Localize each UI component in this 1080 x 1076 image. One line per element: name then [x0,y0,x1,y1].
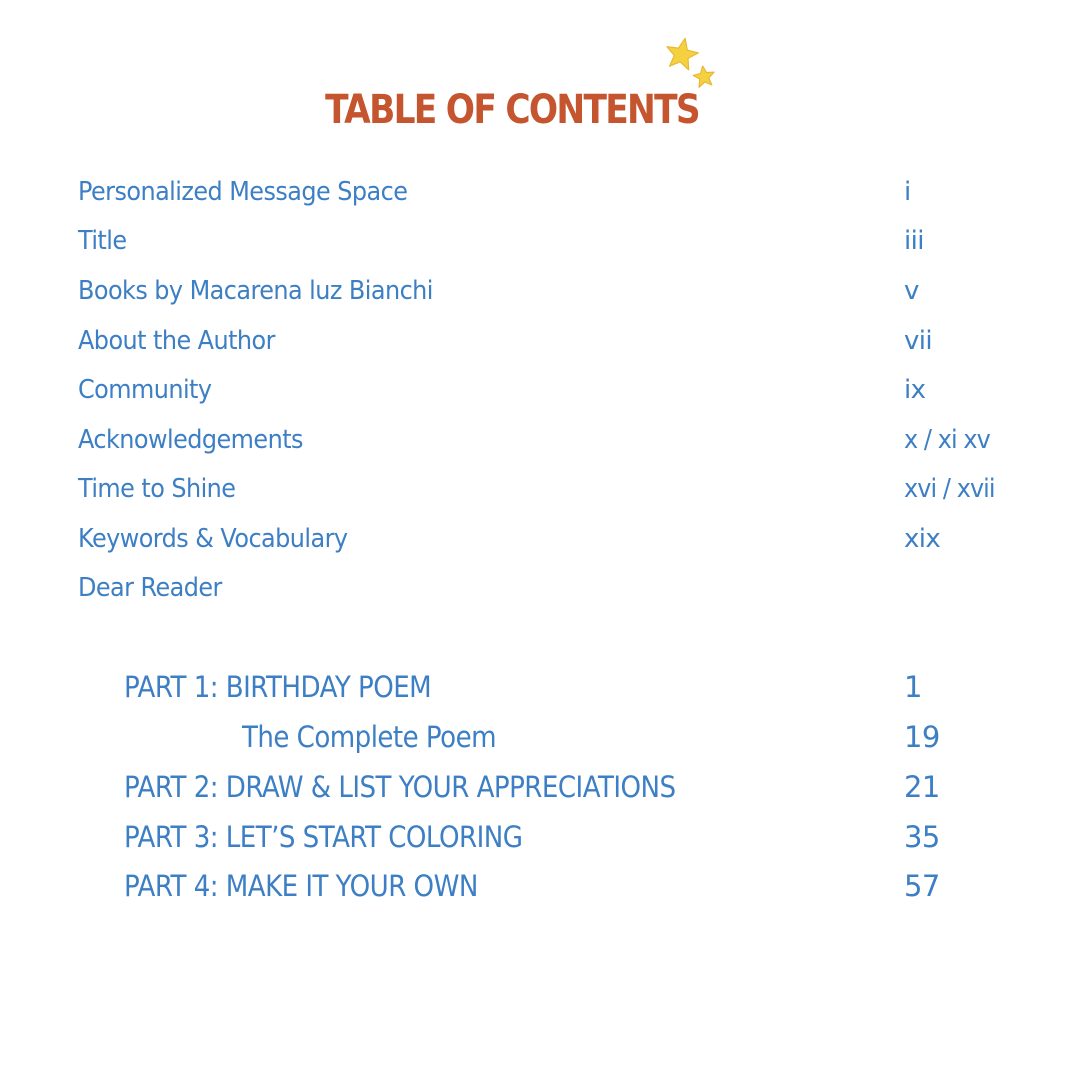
stars-decoration [660,36,722,96]
toc-entry-label: Personalized Message Space [78,177,408,207]
star-icon [663,36,701,71]
toc-entry-label: Keywords & Vocabulary [78,524,348,554]
toc-entry-label: Time to Shine [78,474,236,504]
toc-entry[interactable] [78,324,275,358]
toc-entry-label: Books by Macarena luz Bianchi [78,276,433,306]
toc-entry-label: Acknowledgements [78,425,303,455]
toc-part-entry[interactable] [124,867,478,905]
toc-page-number: 35 [904,820,940,854]
toc-page-number: ix [904,375,926,405]
toc-entry[interactable] [78,175,407,209]
toc-entry[interactable] [78,472,235,506]
toc-page-number: 57 [904,869,940,903]
toc-page-number: xvi / xvii [904,474,995,504]
toc-entry[interactable] [78,522,347,556]
toc-page-number: i [904,177,911,207]
toc-entry[interactable] [78,571,222,605]
toc-entry-label: Title [78,226,127,256]
toc-entry[interactable] [78,373,211,407]
page-title: TABLE OF CONTENTS [325,87,699,133]
toc-entry-label: Dear Reader [78,573,222,603]
toc-entry-label: Community [78,375,212,405]
toc-part-label: PART 4: MAKE IT YOUR OWN [124,869,478,903]
toc-entry[interactable] [78,224,127,258]
star-icon [692,65,716,88]
toc-entry[interactable] [78,274,433,308]
toc-page-number: xix [904,524,941,554]
toc-part-label: PART 3: LET’S START COLORING [124,820,523,854]
toc-part-label: PART 1: BIRTHDAY POEM [124,670,432,704]
toc-sub-label: The Complete Poem [242,720,497,754]
toc-page-number: 19 [904,720,940,754]
toc-entry[interactable] [78,423,303,457]
toc-page-number: v [904,276,919,306]
toc-part-entry[interactable] [124,668,431,706]
toc-entry-label: About the Author [78,326,275,356]
toc-part-label: PART 2: DRAW & LIST YOUR APPRECIATIONS [124,770,676,804]
toc-page-number: iii [904,226,924,256]
toc-part-entry[interactable] [124,768,676,806]
toc-part-entry[interactable] [124,818,522,856]
toc-page-number: x / xi xv [904,425,990,455]
toc-page-number: 1 [904,670,922,704]
toc-page-number: 21 [904,770,940,804]
toc-page-number: vii [904,326,933,356]
toc-sub-entry[interactable] [242,718,496,756]
